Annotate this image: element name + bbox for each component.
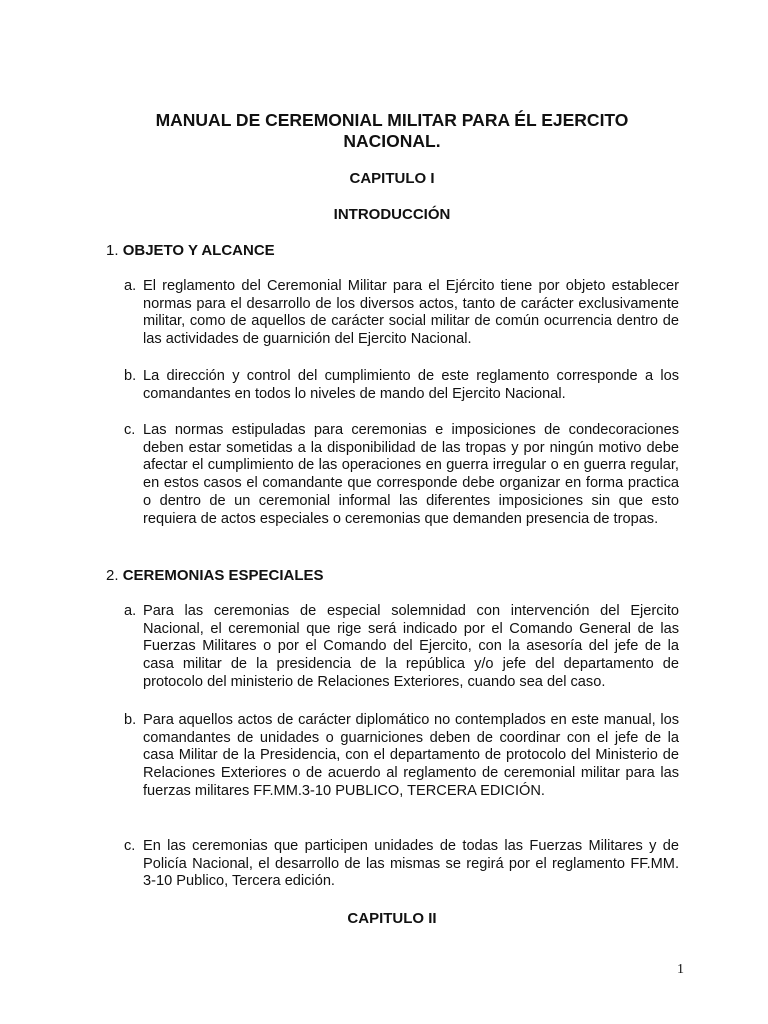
list-marker: c. bbox=[124, 838, 136, 854]
chapter-heading-1: CAPITULO I bbox=[349, 170, 435, 187]
paragraph-text: Para aquellos actos de carácter diplomático no contemplados en este manual, los comandantes de unidades o guarniciones deben de coordinar con el jefe de la casa Militar de la Presidencia, con el departamento de protocolo del Ministerio de Relaciones Exteriores o de acuerdo al reglamento de ceremonial militar para las fuerzas militares FF.MM.3-10 PUBLICO, TERCERA EDICIÓN. bbox=[143, 712, 679, 799]
section-number: 2. bbox=[106, 567, 119, 584]
list-item bbox=[124, 603, 679, 692]
title-line-1: MANUAL DE CEREMONIAL MILITAR PARA ÉL EJERCITO bbox=[155, 110, 629, 130]
list-item bbox=[124, 278, 679, 349]
list-item bbox=[124, 838, 679, 891]
list-marker: b. bbox=[124, 368, 137, 384]
chapter-heading-2: CAPITULO II bbox=[347, 910, 437, 927]
list-item bbox=[124, 712, 679, 801]
list-item bbox=[124, 422, 679, 528]
paragraph-text: Las normas estipuladas para ceremonias e imposiciones de condecoraciones deben estar sometidas a la disponibilidad de las tropas y por ningún motivo debe afectar el cumplimiento de las operaciones en guerra irregular o en guerra regular, en estos casos el comandante que corresponde debe organizar en forma practica o dentro de un ceremonial informal las diferentes imposiciones sin que esto requiera de actos especiales o ceremonias que demanden presencia de tropas. bbox=[143, 422, 679, 527]
list-marker: c. bbox=[124, 422, 136, 438]
paragraph-text: En las ceremonias que participen unidades de todas las Fuerzas Militares y de Policía Nacional, el desarrollo de las mismas se regirá por el reglamento FF.MM. 3-10 Publico, Tercera edición. bbox=[143, 838, 679, 890]
paragraph-text: El reglamento del Ceremonial Militar para el Ejército tiene por objeto establecer normas para el desarrollo de los diversos actos, tanto de carácter exclusivamente militar, como de aquellos de carácter social militar de común ocurrencia dentro de las actividades de guarnición del Ejercito Nacional. bbox=[143, 278, 679, 348]
page-number: 1 bbox=[677, 962, 684, 977]
section-title: OBJETO Y ALCANCE bbox=[122, 242, 275, 259]
list-item bbox=[124, 368, 679, 403]
document-title bbox=[100, 110, 684, 152]
section-number: 1. bbox=[106, 242, 119, 259]
paragraph-text: Para las ceremonias de especial solemnidad con intervención del Ejercito Nacional, el ceremonial que rige será indicado por el Comando General de las Fuerzas Militares o por el Comando del Ejercito, con la asesoría del jefe de la casa militar de la presidencia de la república y/o jefe del departamento de protocolo del ministerio de Relaciones Exteriores, cuando sea del caso. bbox=[143, 603, 679, 690]
list-marker: b. bbox=[124, 712, 137, 728]
section-heading-2 bbox=[106, 567, 324, 585]
title-line-2: NACIONAL. bbox=[343, 131, 441, 151]
paragraph-text: La dirección y control del cumplimiento de este reglamento corresponde a los comandantes en todos lo niveles de mando del Ejercito Nacional. bbox=[143, 368, 679, 402]
section-title: CEREMONIAS ESPECIALES bbox=[122, 567, 324, 584]
list-marker: a. bbox=[124, 278, 137, 294]
introduction-heading: INTRODUCCIÓN bbox=[333, 206, 451, 223]
section-heading-1 bbox=[106, 242, 275, 260]
list-marker: a. bbox=[124, 603, 137, 619]
